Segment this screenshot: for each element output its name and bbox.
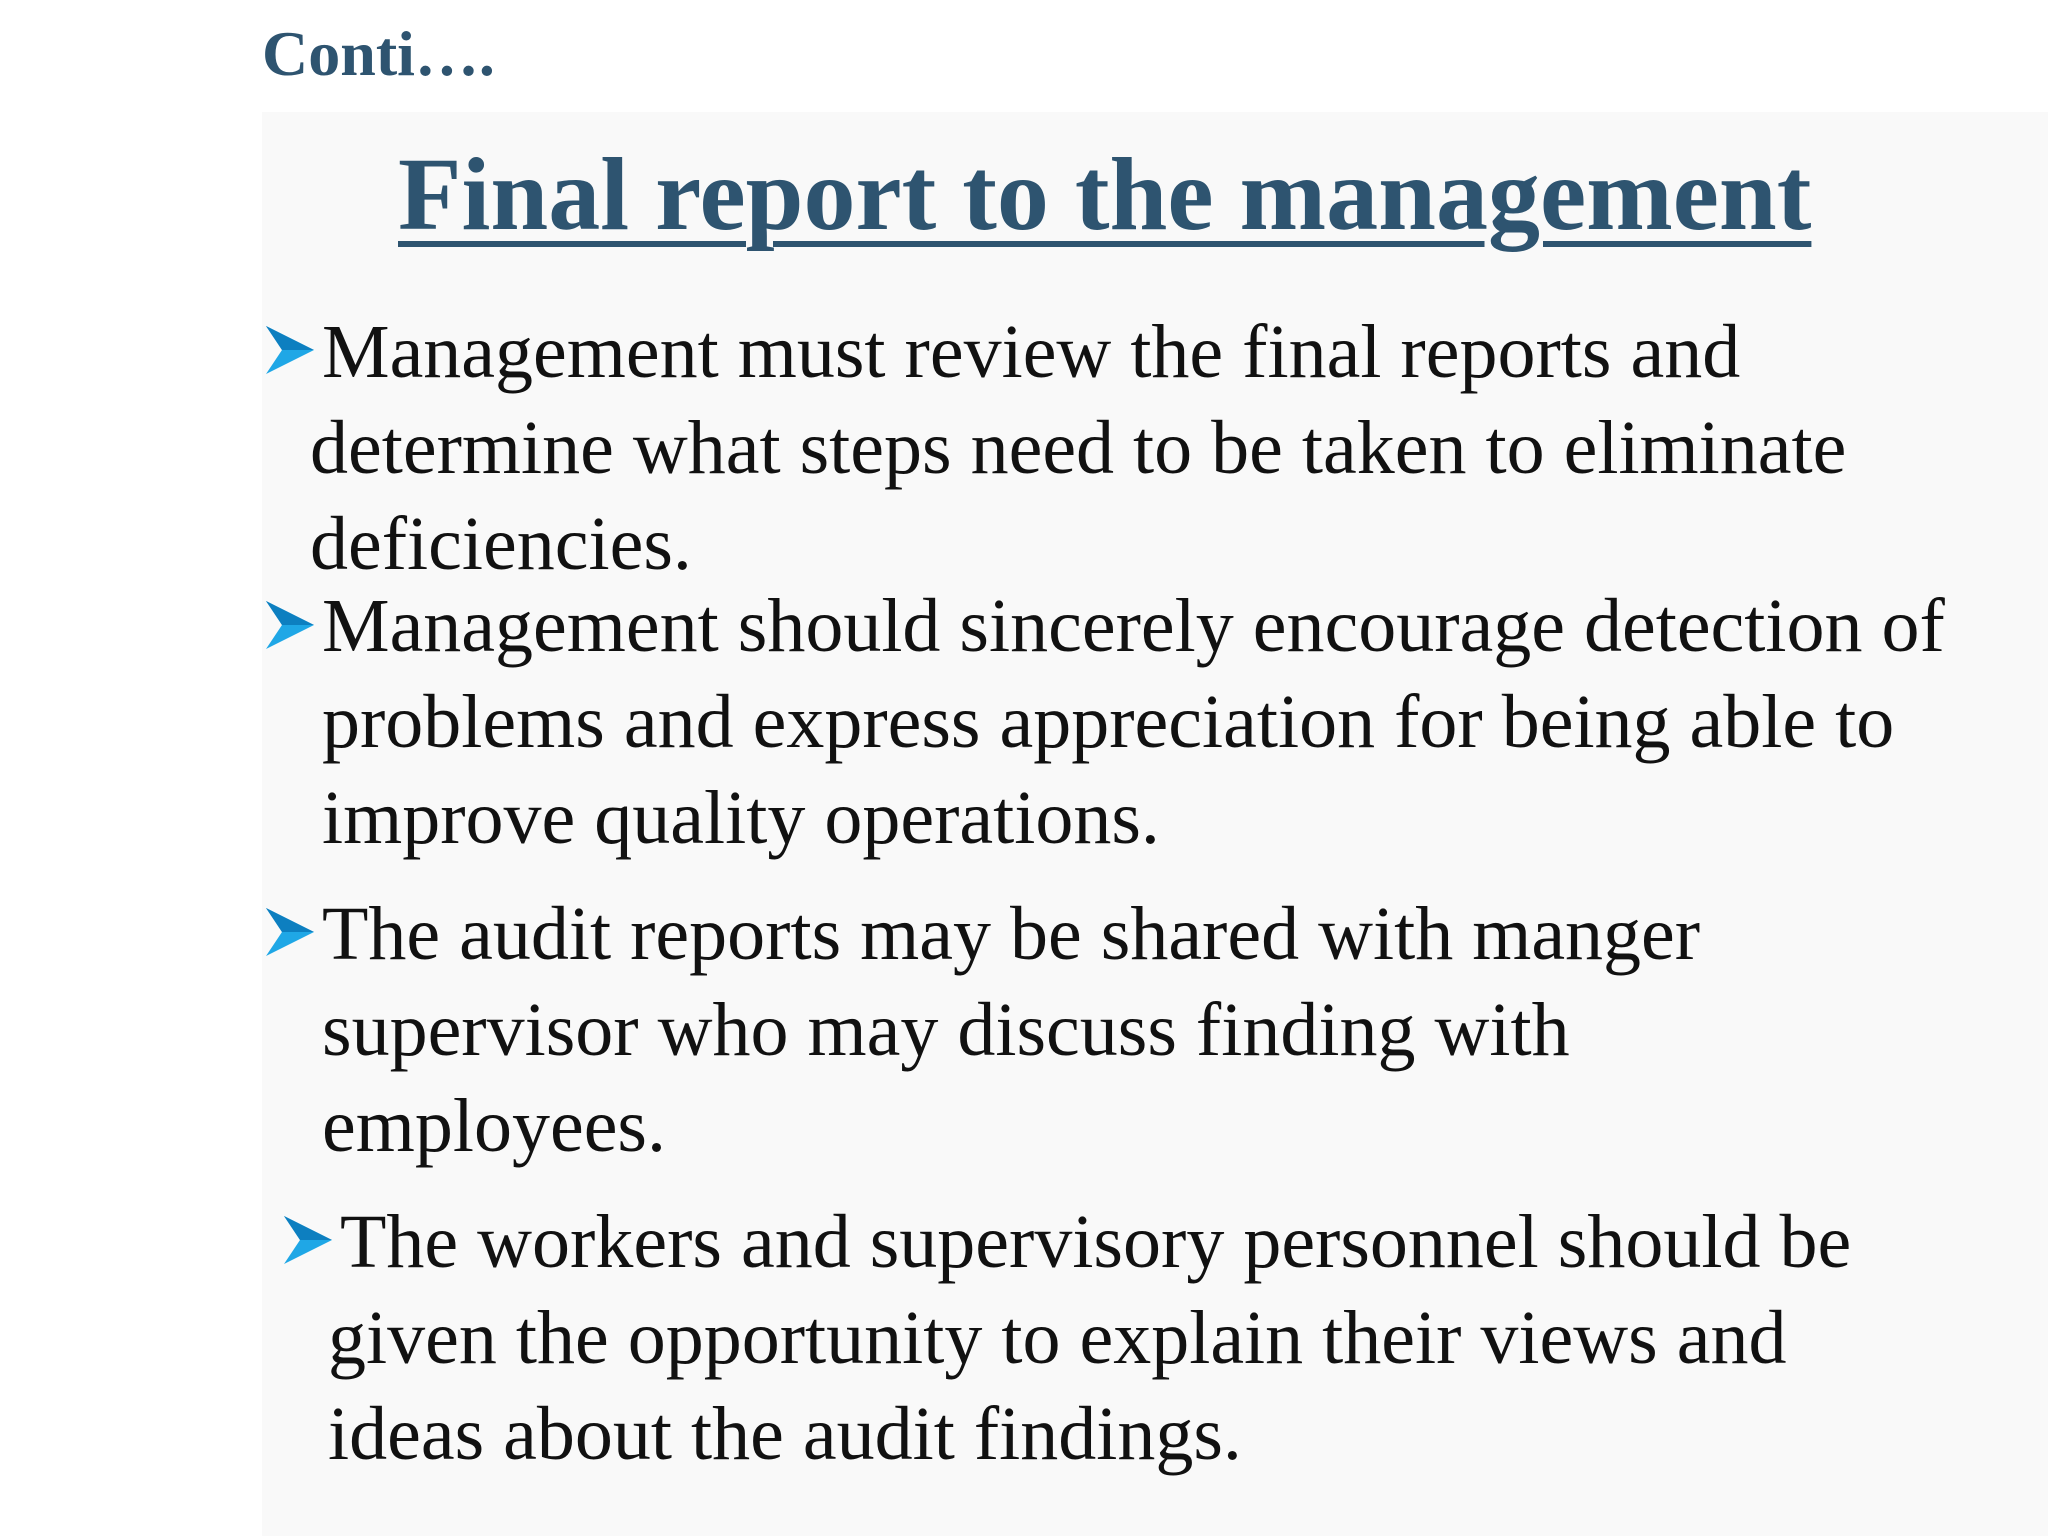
bullet-line: Management must review the final reports and (322, 310, 1741, 394)
slide-title: Final report to the management (398, 137, 1812, 252)
arrow-bullet-icon (282, 1212, 334, 1268)
bullet-line: supervisor who may discuss finding with (322, 988, 1570, 1072)
bullet-line: problems and express appreciation for being able to (322, 680, 1895, 764)
bullet-line: ideas about the audit findings. (328, 1392, 1242, 1476)
bullet-line: given the opportunity to explain their views and (328, 1296, 1787, 1380)
bullet-line: determine what steps need to be taken to eliminate (310, 406, 1847, 490)
bullet-line: The workers and supervisory personnel should be (340, 1200, 1852, 1284)
continued-label: Conti…. (262, 18, 495, 89)
arrow-bullet-icon (264, 322, 316, 378)
bullet-line: deficiencies. (310, 502, 692, 586)
bullet-line: improve quality operations. (322, 776, 1160, 860)
bullet-line: The audit reports may be shared with manger (322, 892, 1701, 976)
bullet-line: employees. (322, 1084, 667, 1168)
arrow-bullet-icon (264, 597, 316, 653)
arrow-bullet-icon (264, 904, 316, 960)
bullet-line: Management should sincerely encourage detection of (322, 584, 1945, 668)
